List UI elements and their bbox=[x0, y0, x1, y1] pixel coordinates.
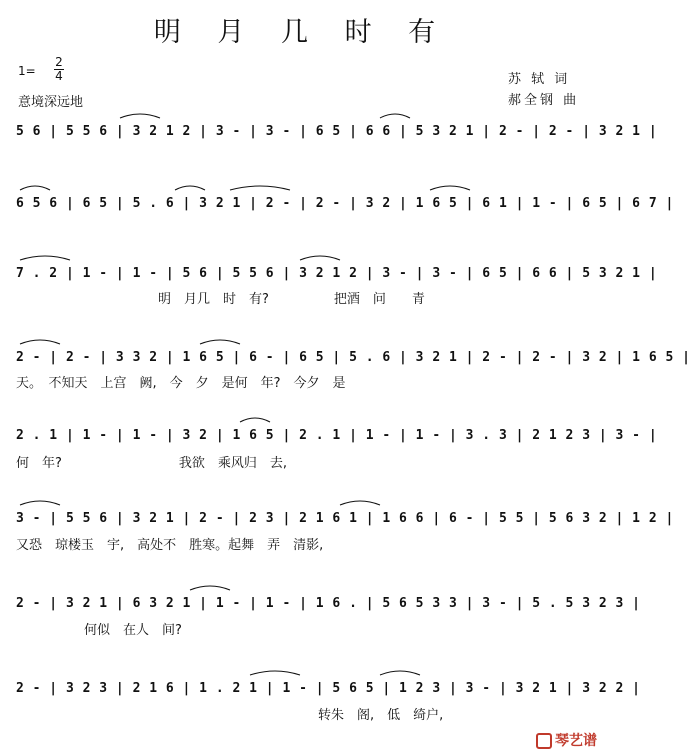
lyric-row-5: 何 年? 我欲 乘风归 去, bbox=[16, 456, 288, 471]
slur bbox=[120, 114, 160, 118]
lyricist-credit: 苏 轼 词 bbox=[508, 72, 571, 87]
lyric-row-4: 天。 不知天 上宫 阙, 今 夕 是何 年? 今夕 是 bbox=[16, 376, 346, 391]
slur bbox=[230, 186, 290, 190]
slur bbox=[20, 501, 60, 505]
lyric-row-7: 何似 在人 间? bbox=[84, 623, 182, 638]
meter-top: 2 bbox=[55, 55, 63, 69]
lyric-row-3: 明 月几 时 有? 把酒 问 青 bbox=[158, 292, 425, 307]
slur bbox=[20, 186, 50, 190]
slur bbox=[240, 418, 270, 422]
score-row-3: 7 . 2 | 1 - | 1 - | 5 6 | 5 5 6 | 3 2 1 2 | 3 - | 3 - | 6 5 | 6 6 | 5 3 2 1 | bbox=[16, 266, 658, 281]
page-title: 明 月 几 时 有 bbox=[153, 17, 450, 48]
slur bbox=[20, 256, 70, 260]
key-signature: 1= bbox=[18, 64, 36, 78]
slur bbox=[20, 340, 60, 344]
slur bbox=[175, 186, 205, 190]
meter-bottom: 4 bbox=[55, 69, 63, 83]
score-row-5: 2 . 1 | 1 - | 1 - | 3 2 | 1 6 5 | 2 . 1 | 1 - | 1 - | 3 . 3 | 2 1 2 3 | 3 - | bbox=[16, 428, 658, 443]
slur bbox=[200, 340, 240, 344]
score-row-2: 6 5 6 | 6 5 | 5 . 6 | 3 2 1 | 2 - | 2 - | 3 2 | 1 6 5 | 6 1 | 1 - | 6 5 | 6 7 | bbox=[16, 196, 674, 211]
slur bbox=[380, 671, 420, 675]
tempo-mood: 意境深远地 bbox=[18, 95, 84, 110]
slur bbox=[250, 671, 300, 675]
score-row-6: 3 - | 5 5 6 | 3 2 1 | 2 - | 2 3 | 2 1 6 1 | 1 6 6 | 6 - | 5 5 | 5 6 3 2 | 1 2 | bbox=[16, 511, 674, 526]
slur bbox=[340, 501, 380, 505]
score-row-7: 2 - | 3 2 1 | 6 3 2 1 | 1 - | 1 - | 1 6 . | 5 6 5 3 3 | 3 - | 5 . 5 3 2 3 | bbox=[16, 596, 641, 611]
lyric-row-8: 转朱 阁, 低 绮户, bbox=[318, 708, 444, 723]
slur bbox=[300, 256, 340, 260]
score-row-8: 2 - | 3 2 3 | 2 1 6 | 1 . 2 1 | 1 - | 5 6 5 | 1 2 3 | 3 - | 3 2 1 | 3 2 2 | bbox=[16, 681, 641, 696]
lyric-row-6: 又恐 琼楼玉 宇, 高处不 胜寒。起舞 弄 清影, bbox=[16, 538, 324, 553]
score-row-4: 2 - | 2 - | 3 3 2 | 1 6 5 | 6 - | 6 5 | 5 . 6 | 3 2 1 | 2 - | 2 - | 3 2 | 1 6 5 | bbox=[16, 350, 690, 365]
site-logo: 琴艺谱 bbox=[536, 730, 597, 750]
score-row-1: 5 6 | 5 5 6 | 3 2 1 2 | 3 - | 3 - | 6 5 | 6 6 | 5 3 2 1 | 2 - | 2 - | 3 2 1 | bbox=[16, 124, 658, 139]
slur bbox=[380, 114, 410, 118]
composer-credit: 郝全钢 曲 bbox=[508, 93, 580, 108]
slur bbox=[190, 586, 230, 590]
slur bbox=[430, 186, 470, 190]
logo-icon bbox=[536, 733, 552, 749]
